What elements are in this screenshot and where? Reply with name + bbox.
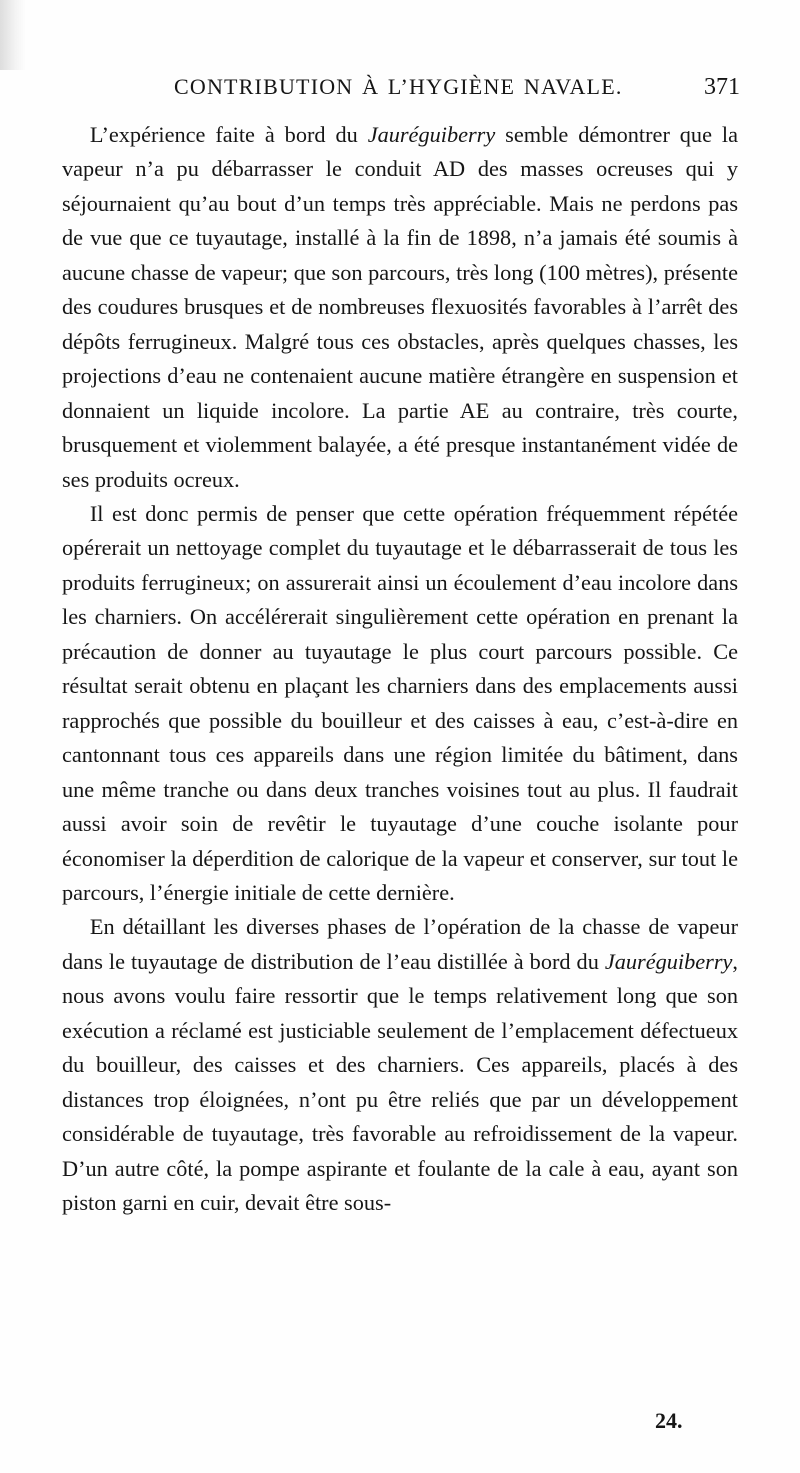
paragraph-3-text-a: En détaillant les diverses phases de l’opération de la chasse de vapeur dans le tuyautage de distribution de l’eau distillée à bord du (62, 914, 738, 974)
running-title: CONTRIBUTION À L’HYGIÈNE NAVALE. (174, 74, 623, 99)
running-head (62, 74, 742, 108)
paragraph-1-text-a: L’expérience faite à bord du (89, 122, 368, 147)
paragraph-1 (62, 118, 738, 497)
scan-edge-shadow (0, 0, 26, 70)
paragraph-2-text: Il est donc permis de penser que cette opération fréquemment répétée opérerait un nettoyage complet du tuyautage et le débarrasserait de tous les produits ferrugineux; on assurerait ainsi un écoulement d’eau incolore dans les charniers. On accélérerait singulièrement cette opération en prenant la précaution de donner au tuyautage le plus court parcours possible. Ce résultat serait obtenu en plaçant les charniers dans des emplacements aussi rapprochés que possible du bouilleur et des caisses à eau, c’est-à-dire en cantonnant tous ces appareils dans une région limitée du bâtiment, dans une même tranche ou dans deux tranches voisines tout au plus. Il faudrait aussi avoir soin de revêtir le tuyautage d’une couche isolante pour économiser la déperdition de calorique de la vapeur et conserver, sur tout le parcours, l’énergie initiale de cette dernière. (62, 500, 738, 905)
signature-mark: 24. (655, 1408, 683, 1433)
body-text (62, 118, 738, 1221)
page-number: 371 (704, 74, 740, 100)
paragraph-3-text-b: , nous avons voulu faire ressortir que le temps relativement long que son exécution a réclamé est justiciable seulement de l’emplacement défectueux du bouilleur, des caisses et des charniers. Ces appareils, placés à des distances trop éloignées, n’ont pu être reliés que par un développement considérable de tuyautage, très favorable au refroidissement de la vapeur. D’un autre côté, la pompe aspirante et foulante de la cale à eau, ayant son piston garni en cuir, devait être sous- (62, 948, 738, 1216)
ship-name-italic: Jauréguiberry (367, 122, 496, 147)
paragraph-3 (62, 910, 738, 1220)
paragraph-2 (62, 497, 738, 910)
paragraph-1-text-b: semble démontrer que la vapeur n’a pu débarrasser le conduit AD des masses ocreuses qui y séjournaient qu’au bout d’un temps très appréciable. Mais ne perdons pas de vue que ce tuyautage, installé à la fin de 1898, n’a jamais été soumis à aucune chasse de vapeur; que son parcours, très long (100 mètres), présente des coudures brusques et de nombreuses flexuosités favorables à l’arrêt des dépôts ferrugineux. Malgré tous ces obstacles, après quelques chasses, les projections d’eau ne contenaient aucune matière étrangère en suspension et donnaient un liquide incolore. La partie AE au contraire, très courte, brusquement et violemment balayée, a été presque instantanément vidée de ses produits ocreux. (62, 122, 738, 492)
ship-name-italic: Jauréguiberry (604, 948, 733, 974)
